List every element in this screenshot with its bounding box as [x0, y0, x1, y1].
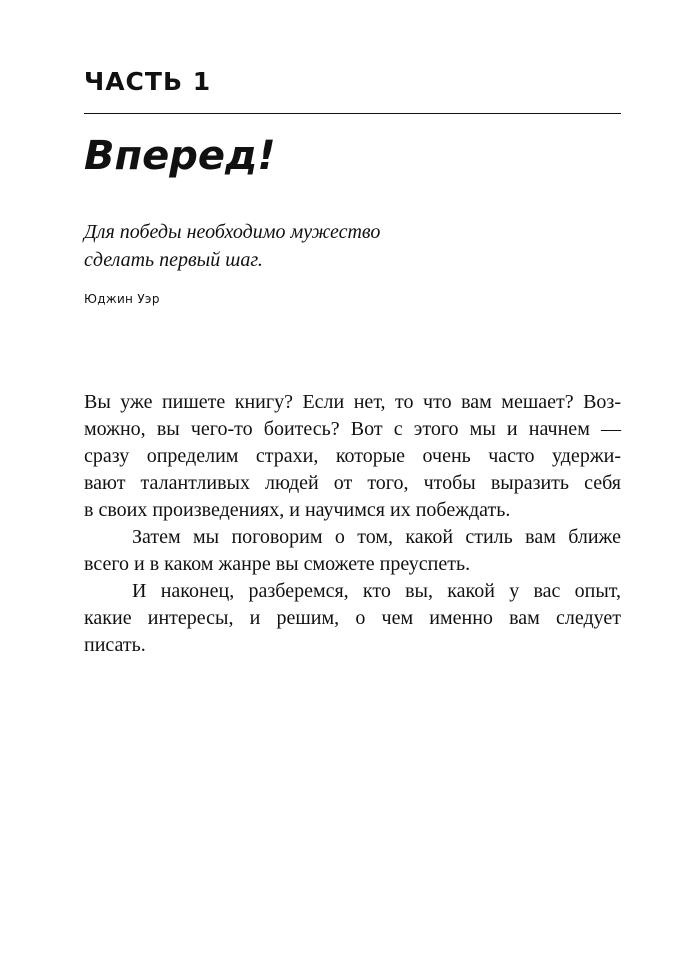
- body-line: писать.: [84, 634, 146, 656]
- epigraph-author: Юджин Уэр: [84, 292, 160, 306]
- part-label: ЧАСТЬ 1: [84, 67, 212, 96]
- body-text: [84, 389, 621, 659]
- body-line: Затем мы поговорим о том, какой стиль вам ближе: [132, 526, 621, 548]
- epigraph: [84, 218, 504, 274]
- heading-divider: [84, 113, 621, 114]
- epigraph-line: Для победы необходимо мужество: [84, 221, 381, 243]
- body-line: можно, вы чего-то боитесь? Вот с этого мы и начнем —: [84, 418, 621, 440]
- body-line: Вы уже пишете книгу? Если нет, то что вам мешает? Воз-: [84, 391, 621, 413]
- body-line: в своих произведениях, и научимся их побеждать.: [84, 499, 511, 521]
- body-line: какие интересы, и решим, о чем именно вам следует: [84, 607, 621, 629]
- body-line: всего и в каком жанре вы сможете преуспеть.: [84, 553, 471, 575]
- chapter-title: Вперед!: [84, 133, 276, 179]
- body-line: сразу определим страхи, которые очень часто удержи-: [84, 445, 621, 467]
- epigraph-line: сделать первый шаг.: [84, 249, 263, 271]
- body-line: вают талантливых людей от того, чтобы выразить себя: [84, 472, 621, 494]
- body-line: И наконец, разберемся, кто вы, какой у вас опыт,: [132, 580, 621, 602]
